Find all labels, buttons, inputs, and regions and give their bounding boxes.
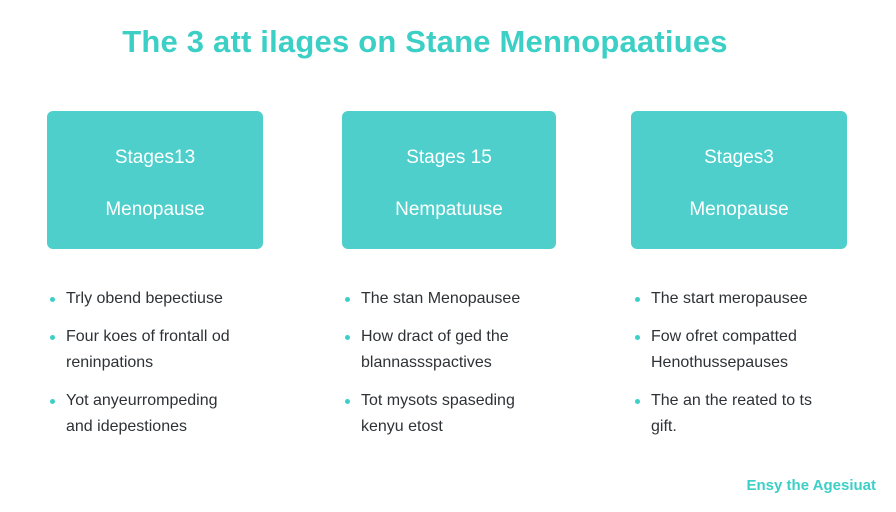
bullet-item <box>345 324 575 376</box>
bullet-text: Yot anyeurrompeding and idepestiones <box>66 392 218 435</box>
bullet-dot-icon <box>345 297 350 302</box>
stage-card-2-name: Nempatuuse <box>395 199 503 220</box>
stage-3-bullet-list <box>635 286 865 452</box>
bullet-text: How dract of ged the blannassspactives <box>361 328 509 371</box>
bullet-dot-icon <box>635 297 640 302</box>
bullet-item <box>635 324 865 376</box>
bullet-dot-icon <box>50 399 55 404</box>
diagram-title: The 3 att ilages on Stane Mennopaatiues <box>122 24 728 59</box>
bullet-dot-icon <box>50 297 55 302</box>
bullet-item <box>635 388 865 440</box>
bullet-dot-icon <box>635 335 640 340</box>
bullet-item <box>345 388 575 440</box>
stage-card-3-name: Menopause <box>689 199 789 220</box>
bullet-text: The an the reated to ts gift. <box>651 392 812 435</box>
stage-1-bullet-list <box>50 286 280 452</box>
bullet-item <box>50 286 280 312</box>
stage-card-1-stage: Stages13 <box>114 147 196 168</box>
bullet-item <box>345 286 575 312</box>
bullet-dot-icon <box>635 399 640 404</box>
bullet-text: Fow ofret compatted Henothussepauses <box>651 328 797 371</box>
bullet-text: The stan Menopausee <box>361 290 521 307</box>
stage-card-1-name: Menopause <box>105 199 205 220</box>
bullet-text: Four koes of frontall od reninpations <box>66 328 230 371</box>
bullet-text: Trly obend bepectiuse <box>66 290 223 307</box>
bullet-dot-icon <box>345 335 350 340</box>
stage-card-2-stage: Stages 15 <box>406 147 492 168</box>
footer-brand-text: Ensy the Agesiuat <box>746 477 876 494</box>
bullet-item <box>50 324 280 376</box>
bullet-dot-icon <box>345 399 350 404</box>
bullet-text: Tot mysots spaseding kenyu etost <box>361 392 515 435</box>
stage-card-3-stage: Stages3 <box>704 147 774 168</box>
stage-2-bullet-list <box>345 286 575 452</box>
bullet-item <box>635 286 865 312</box>
stage-card-2 <box>342 111 556 249</box>
bullet-item <box>50 388 280 440</box>
bullet-text: The start meropausee <box>651 290 808 307</box>
bullet-dot-icon <box>50 335 55 340</box>
stage-card-1 <box>47 111 263 249</box>
stage-card-3 <box>631 111 847 249</box>
